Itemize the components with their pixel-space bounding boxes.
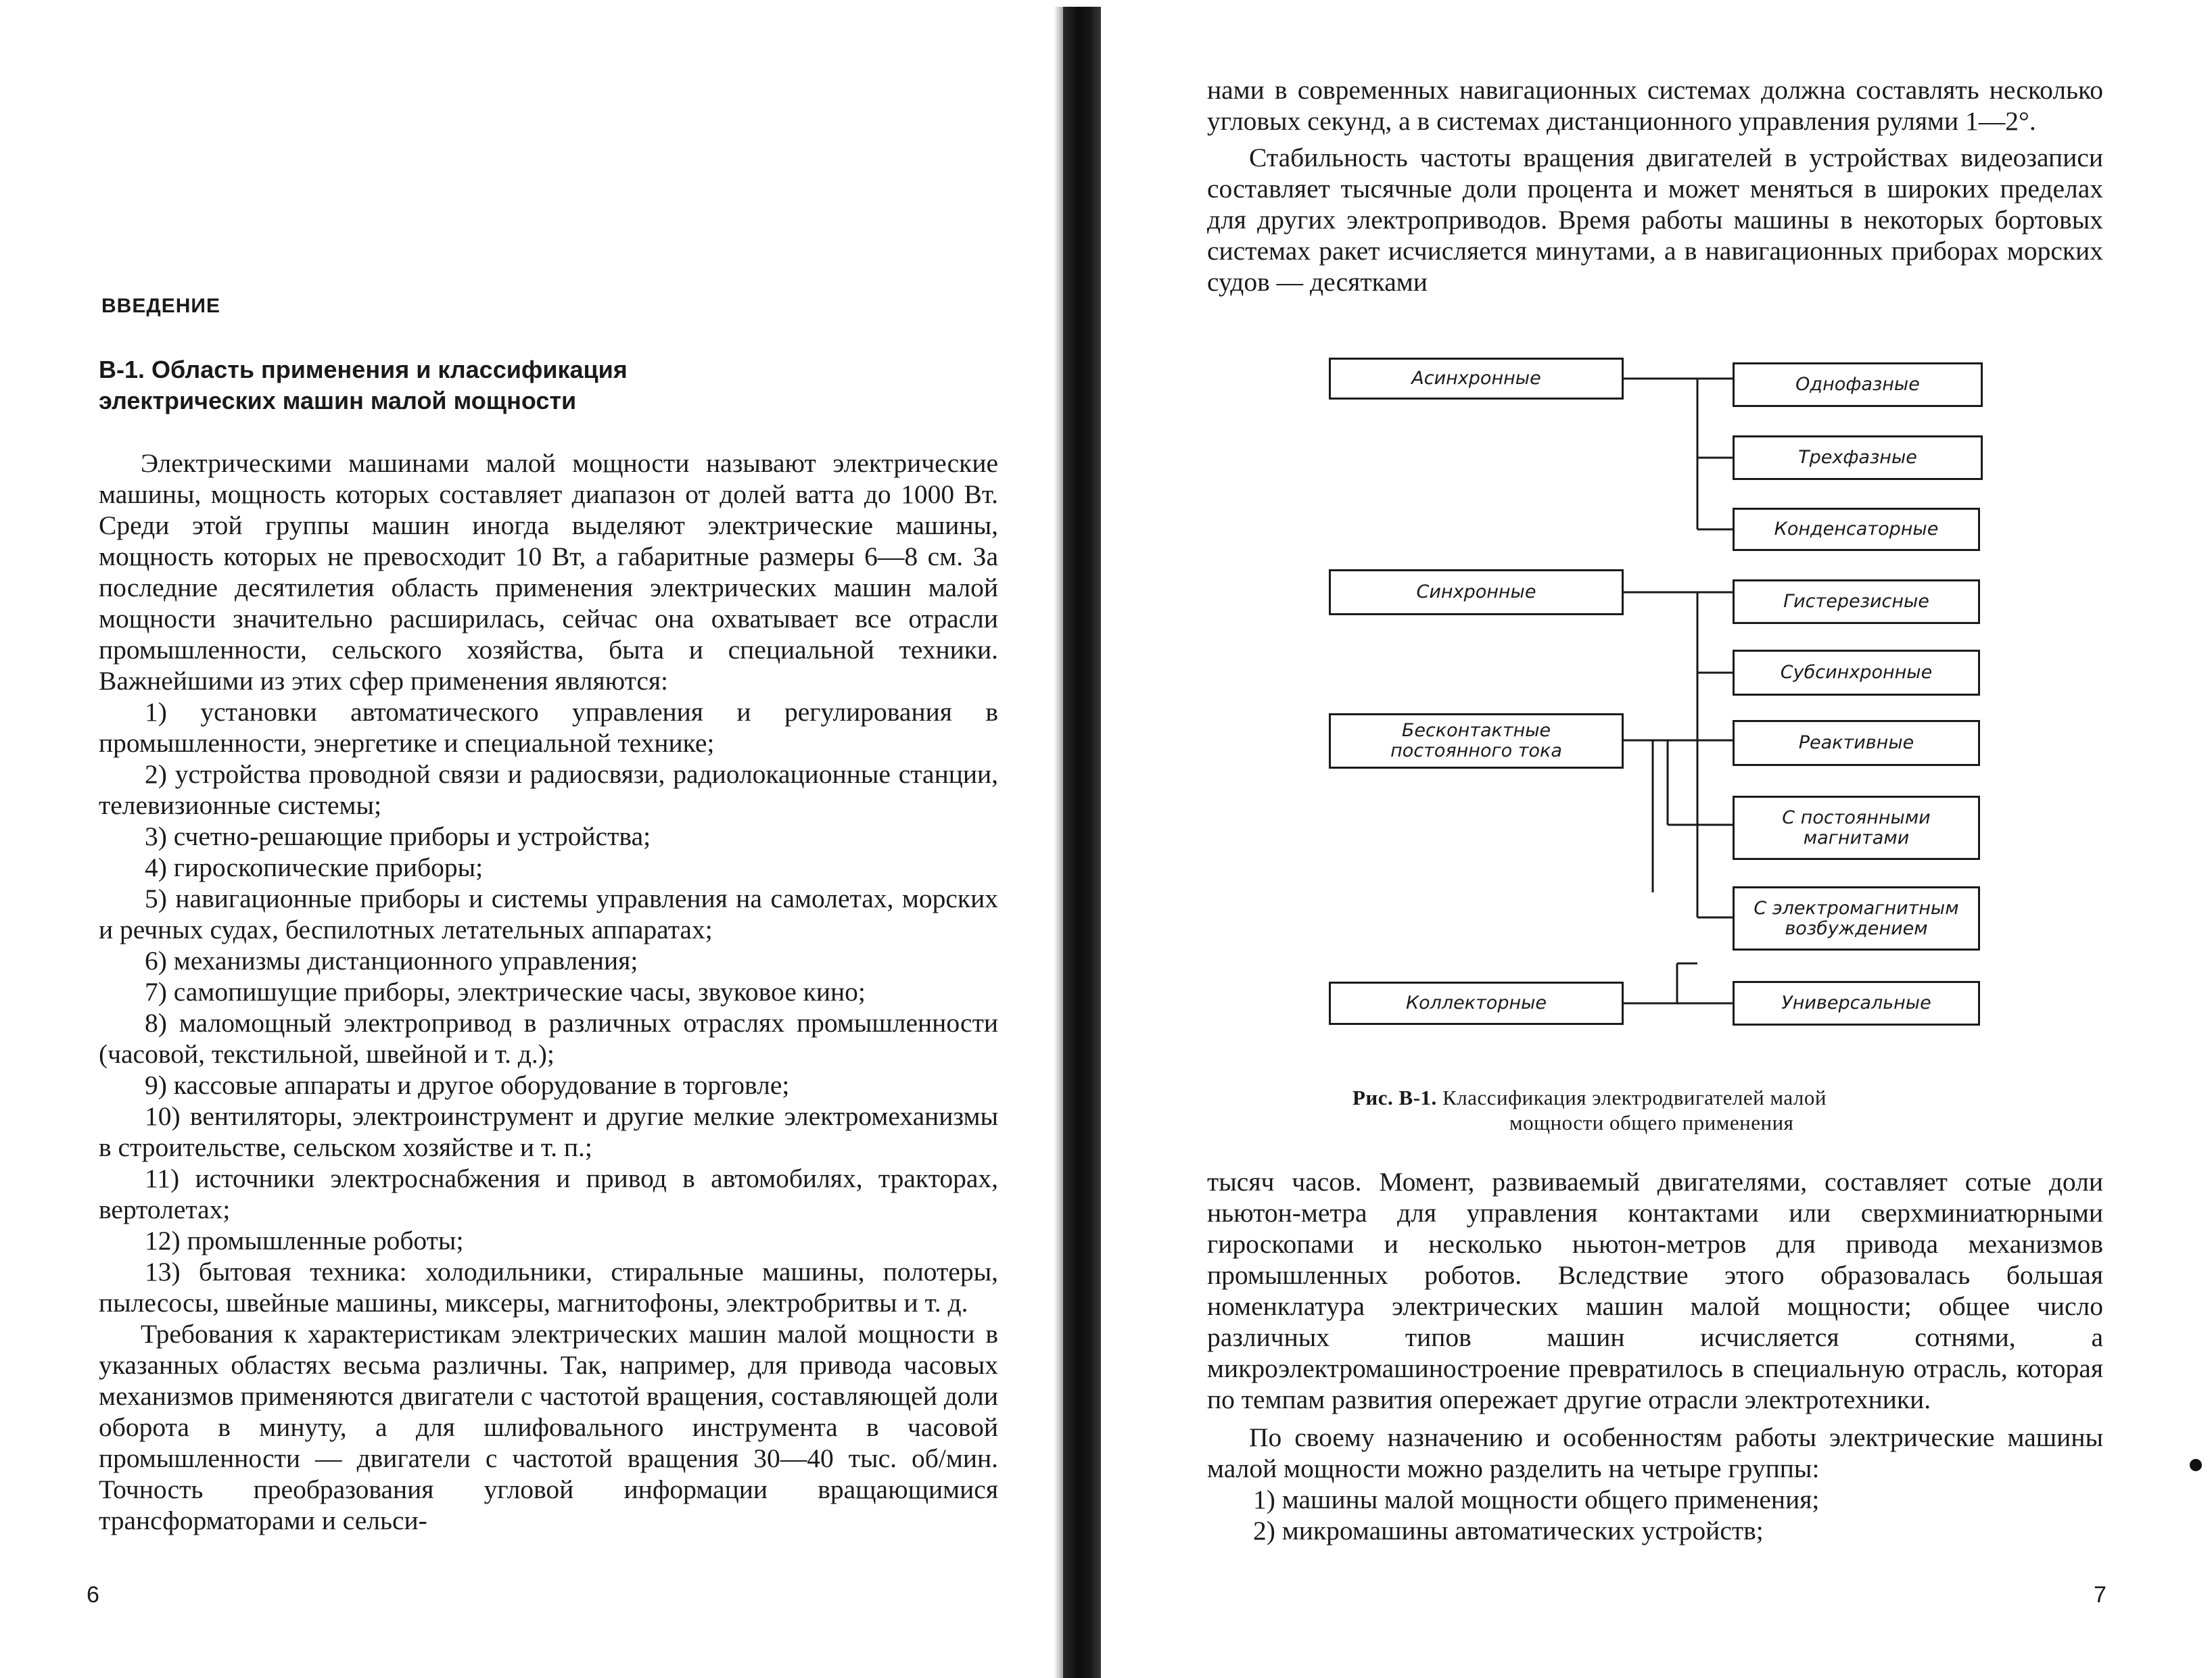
list-item: 11) источники электроснабжения и привод в автомобилях, тракторах, вертолетах; [99, 1164, 998, 1224]
list-item: 12) промышленные роботы; [145, 1226, 464, 1255]
stability-paragraph: Стабильность частоты вращения двигателей в устройствах видеозаписи составляет тысячные доли процента и может меняться в широких пределах для других электроприводов. Время работы машины в некоторых бортовых системах ракет исчисляется минутами, а в навигационных приборах морских судов — десятками [1207, 143, 2103, 297]
right-bottom-text [1207, 1166, 2103, 1546]
section-title-line1: В-1. Область применения и классификация [99, 356, 628, 383]
figure-caption [1352, 1085, 2002, 1135]
list-item: 8) маломощный электропривод в различных отраслях промышленности (часовой, текстильной, швейной и т. д.); [99, 1008, 998, 1069]
section-title-line2: электрических машин малой мощности [99, 387, 577, 414]
left-body-text [99, 448, 998, 1536]
page-number-right: 7 [2094, 1582, 2107, 1608]
after-figure-paragraph: тысяч часов. Момент, развиваемый двигателями, составляет сотые доли ньютон-метра для управления контактами или сверхминиатюрными гироскопами и несколько ньютон-метров для привода механизмов промышленных роботов. Вследствие этого образовалась большая номенклатура электрических машин малой мощности; общее число различных типов машин исчисляется сотнями, а микроэлектромашиностроение превратилось в специальную отрасль, которая по темпам развития опережает другие отрасли электротехники. [1207, 1167, 2103, 1414]
node-three-phase: Трехфазные [1733, 435, 1983, 480]
node-permanent-line1: С постоянными [1782, 807, 1931, 828]
node-brushless-line1: Бесконтактные [1401, 720, 1551, 741]
list-item: 13) бытовая техника: холодильники, стиральные машины, полотеры, пылесосы, швейные машины, миксеры, магнитофоны, электробритвы и т. д. [99, 1257, 998, 1318]
node-electromagnetic-excitation [1733, 886, 1980, 951]
node-brushless-line2: постоянного тока [1390, 740, 1562, 761]
node-universal: Универсальные [1733, 981, 1980, 1026]
caption-line1: Классификация электродвигателей малой [1442, 1086, 1827, 1109]
node-synchronous: Синхронные [1329, 569, 1624, 615]
node-electromagnetic-line2: возбуждением [1785, 917, 1928, 939]
node-asynchronous: Асинхронные [1329, 358, 1624, 400]
section-label: ВВЕДЕНИЕ [101, 295, 220, 317]
list-item: 1) установки автоматического управления и регулирования в промышленности, энергетике и специальной технике; [99, 697, 998, 758]
scan-speck [2190, 1459, 2202, 1471]
node-permanent-line2: магнитами [1803, 827, 1910, 848]
caption-line2: мощности общего применения [1509, 1111, 1794, 1134]
intro-paragraph: Электрическими машинами малой мощности называют электрические машины, мощность которых составляет диапазон от долей ватта до 1000 Вт. Среди этой группы машин иногда выделяют электрические машины, мощность которых не превосходит 10 Вт, а габаритные размеры 6—8 см. За последние десятилетия область применения электрических машин малой мощности значительно расширилась, сейчас она охватывает все отрасли промышленности, сельского хозяйства, быта и специальной техники. Важнейшими из этих сфер применения являются: [99, 448, 998, 696]
node-subsynchronous: Субсинхронные [1733, 650, 1980, 696]
page-number-left: 6 [87, 1582, 99, 1608]
node-reactive: Реактивные [1733, 720, 1980, 766]
book-spine-gutter [1063, 7, 1101, 1678]
list-item: 3) счетно-решающие приборы и устройства; [145, 821, 651, 851]
groups-paragraph: По своему назначению и особенностям работы электрические машины малой мощности можно разделить на четыре группы: [1207, 1422, 2103, 1483]
right-top-text [1207, 74, 2103, 297]
section-title [99, 354, 707, 416]
closing-paragraph: Требования к характеристикам электрических машин малой мощности в указанных областях весьма различны. Так, например, для привода часовых механизмов применяются двигатели с частотой вращения, составляющей доли оборота в минуту, а для шлифовального инструмента в часовой промышленности — двигатели с частотой вращения 30—40 тыс. об/мин. Точность преобразования угловой информации вращающимися трансформаторами и сельси- [99, 1319, 998, 1535]
classification-diagram [1325, 352, 1988, 1034]
group-item: 1) машины малой мощности общего применения; [1253, 1485, 1820, 1514]
node-single-phase: Однофазные [1733, 362, 1983, 407]
node-permanent-magnets [1733, 796, 1980, 860]
node-capacitor: Конденсаторные [1733, 508, 1980, 551]
node-hysteresis: Гистерезисные [1733, 579, 1980, 624]
node-brushless-dc [1329, 713, 1624, 769]
continuation-paragraph: нами в современных навигационных системах должна составлять несколько угловых секунд, а в системах дистанционного управления рулями 1—2°. [1207, 75, 2103, 136]
caption-label: Рис. В-1. [1352, 1086, 1437, 1109]
list-item: 9) кассовые аппараты и другое оборудование в торговле; [145, 1070, 790, 1100]
left-page [0, 0, 1055, 1678]
list-item: 6) механизмы дистанционного управления; [145, 946, 638, 976]
node-electromagnetic-line1: С электромагнитным [1754, 897, 1959, 919]
group-item: 2) микромашины автоматических устройств; [1253, 1516, 1764, 1545]
list-item: 2) устройства проводной связи и радиосвязи, радиолокационные станции, телевизионные системы; [99, 759, 998, 820]
list-item: 10) вентиляторы, электроинструмент и другие мелкие электромеханизмы в строительстве, сельском хозяйстве и т. п.; [99, 1101, 998, 1162]
node-collector: Коллекторные [1329, 982, 1624, 1025]
list-item: 7) самопишущие приборы, электрические часы, звуковое кино; [145, 977, 866, 1007]
list-item: 4) гироскопические приборы; [145, 853, 484, 882]
list-item: 5) навигационные приборы и системы управления на самолетах, морских и речных судах, беспилотных летательных аппаратах; [99, 884, 998, 944]
